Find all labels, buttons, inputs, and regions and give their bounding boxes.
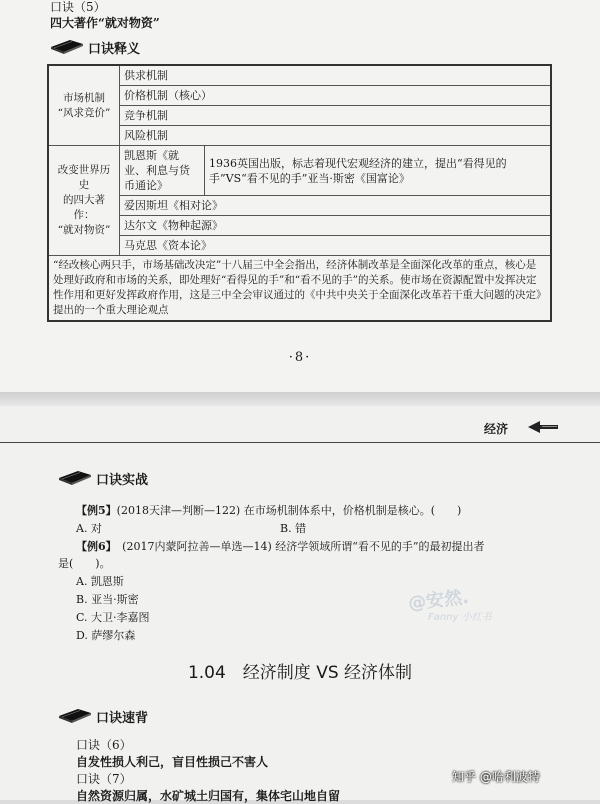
keynes-description: 1936英国出版，标志着现代宏观经济的建立，提出“看得见的手”VS“看不见的手”亚当·斯密《国富论》 xyxy=(205,146,552,196)
example-5: 【例5】(2018天津—判断—122) 在市场机制体系中，价格机制是核心。( ) xyxy=(76,504,462,517)
watermark-subtitle: Fanny 小红书 xyxy=(428,612,492,623)
example-5-option-b: B. 错 xyxy=(280,522,307,535)
mnemonic-5-text: 四大著作“就对物资” xyxy=(50,16,160,30)
section-header-explanation xyxy=(50,35,250,59)
arrow-left-icon xyxy=(526,419,560,435)
example-6-option-c: C. 大卫·李嘉图 xyxy=(76,611,150,624)
table-row: 达尔文《物种起源》 xyxy=(120,216,552,236)
category-market-mechanism: 市场机制 “风求竞价” xyxy=(48,65,120,146)
mnemonic-7-text: 自然资源归属，水矿城土归国有，集体宅山地自留 xyxy=(76,789,341,803)
example-5-option-a: A. 对 xyxy=(76,522,102,535)
explanation-table xyxy=(47,64,552,322)
upper-page xyxy=(0,0,600,392)
lower-page xyxy=(0,406,600,803)
section-heading: 1.04 经济制度 VS 经济体制 xyxy=(187,663,413,683)
section-title-recite: 口诀速背 xyxy=(96,711,149,726)
table-note: “经改核心两只手，市场基础改决定”十八届三中全会指出，经济体制改革是全面深化改革的重点，核心是处理好政府和市场的关系，即处理好“看得见的手”和“看不见的手”的关系。使市场在资源配置中发挥决定性作用和更好发挥政府作用，这是三中全会审议通过的《中共中央关于全面深化改革若干重大问题的决定》提出的一个重大理论观点 xyxy=(48,256,551,322)
credit-overlay: 知乎 @哈利波特 xyxy=(452,770,540,784)
example-6-option-b: B. 亚当·斯密 xyxy=(76,593,139,606)
example-6-option-d: D. 萨缪尔森 xyxy=(76,629,136,642)
book-icon xyxy=(50,38,84,55)
header-rule xyxy=(0,442,600,443)
mnemonic-5-label: 口诀（5） xyxy=(50,0,106,14)
example-6: 【例6】 (2017内蒙阿拉善—单选—14) 经济学领域所谓“看不见的手”的最初提出者 xyxy=(76,540,485,553)
book-icon xyxy=(58,707,92,724)
book-icon xyxy=(58,469,92,486)
example-6-line2: 是( )。 xyxy=(58,557,111,570)
table-row: 竞争机制 xyxy=(120,106,552,126)
section-header-recite xyxy=(58,704,258,728)
page-gap xyxy=(0,392,600,406)
example-6-option-a: A. 凯恩斯 xyxy=(76,575,124,588)
mnemonic-6-label: 口诀（6） xyxy=(76,738,132,752)
table-row: 风险机制 xyxy=(120,126,552,146)
table-row: 马克思《资本论》 xyxy=(120,236,552,256)
category-four-works: 改变世界历史 的四大著作： “就对物资” xyxy=(48,146,120,256)
page-number: ·8· xyxy=(288,350,312,365)
keynes-work: 凯恩斯《就业、利息与货币通论》 xyxy=(120,146,205,196)
table-row: 价格机制（核心） xyxy=(120,86,552,106)
mnemonic-6-text: 自发性损人利己，盲目性损己不害人 xyxy=(76,755,269,769)
mnemonic-7-label: 口诀（7） xyxy=(76,772,132,786)
watermark: @安然. xyxy=(407,586,470,615)
section-header-practice xyxy=(58,466,258,490)
section-title-explanation: 口诀释义 xyxy=(88,42,141,57)
table-row: 供求机制 xyxy=(120,65,552,86)
running-header: 经济 xyxy=(484,422,509,436)
section-title-practice: 口诀实战 xyxy=(96,473,149,488)
table-row: 爱因斯坦《相对论》 xyxy=(120,196,552,216)
